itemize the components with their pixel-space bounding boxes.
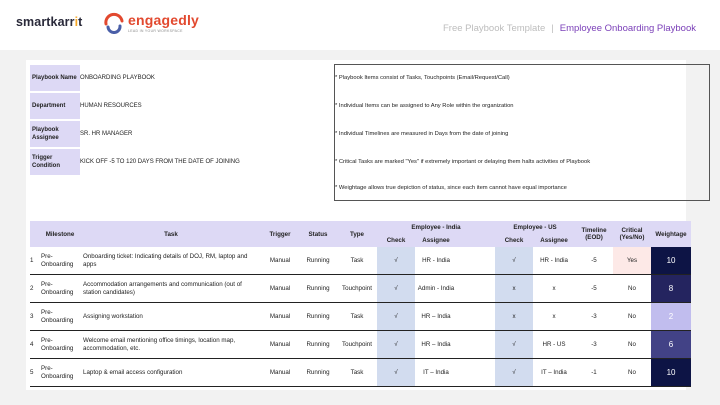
milestone-header: Milestone (39, 221, 81, 247)
task-cell: Welcome email mentioning office timings, location map, accommodation, etc. (81, 331, 261, 359)
table-row[interactable] (30, 359, 691, 387)
table-row[interactable] (30, 331, 691, 359)
india-assignee-cell: IT – India (415, 359, 457, 387)
page-title (443, 23, 696, 34)
us-check-cell: √ (495, 331, 533, 359)
trigger-cell: Manual (261, 247, 299, 275)
weightage-header: Weightage (651, 221, 691, 247)
status-cell: Running (299, 331, 337, 359)
critical-cell: No (613, 275, 651, 303)
smartkarrot-logo[interactable]: smartkarrit (16, 15, 83, 29)
weightage-cell: 8 (651, 275, 691, 303)
trigger-cell: Manual (261, 359, 299, 387)
milestone-cell: Pre-Onboarding (39, 359, 81, 387)
status-cell: Running (299, 275, 337, 303)
header (0, 0, 720, 50)
us-assignee-cell: x (533, 303, 575, 331)
playbook-content (26, 60, 686, 390)
row-number: 3 (30, 303, 39, 331)
table-row[interactable] (30, 303, 691, 331)
india-check-cell: √ (377, 359, 415, 387)
info-value: ONBOARDING PLAYBOOK (80, 75, 155, 81)
type-header: Type (337, 221, 377, 247)
type-cell: Touchpoint (337, 275, 377, 303)
critical-cell: Yes (613, 247, 651, 275)
us-assignee-cell: HR - US (533, 331, 575, 359)
status-cell: Running (299, 303, 337, 331)
type-cell: Touchpoint (337, 331, 377, 359)
weightage-cell: 10 (651, 247, 691, 275)
status-cell: Running (299, 359, 337, 387)
milestone-cell: Pre-Onboarding (39, 275, 81, 303)
note-item: * Critical Tasks are marked "Yes" if extremely important or delaying them halts activities of Playbook (335, 159, 591, 165)
critical-header: Critical (Yes/No) (613, 221, 651, 247)
info-label: Playbook Assignee (30, 121, 80, 147)
info-label: Playbook Name (30, 65, 80, 91)
row-number: 4 (30, 331, 39, 359)
row-number: 5 (30, 359, 39, 387)
critical-cell: No (613, 359, 651, 387)
us-check-header: Check (495, 234, 533, 247)
weightage-cell: 6 (651, 331, 691, 359)
task-cell: Accommodation arrangements and communication (out of station candidates) (81, 275, 261, 303)
template-label: Free Playbook Template (442, 23, 546, 34)
timeline-header: Timeline (EOD) (575, 221, 613, 247)
us-check-cell: √ (495, 359, 533, 387)
task-cell: Assigning workstation (81, 303, 261, 331)
row-number: 2 (30, 275, 39, 303)
milestone-cell: Pre-Onboarding (39, 331, 81, 359)
india-check-cell: √ (377, 331, 415, 359)
critical-cell: No (613, 303, 651, 331)
status-header: Status (299, 221, 337, 247)
title-separator: | (551, 23, 554, 34)
info-row-assignee (30, 121, 330, 147)
gap-cell (457, 303, 495, 331)
info-value: SR. HR MANAGER (80, 131, 133, 137)
employee-india-header: Employee - India (377, 221, 495, 234)
us-check-cell: √ (495, 247, 533, 275)
us-assignee-cell: x (533, 275, 575, 303)
timeline-cell: -5 (575, 275, 613, 303)
type-cell: Task (337, 247, 377, 275)
gap-cell (457, 275, 495, 303)
table-row[interactable] (30, 247, 691, 275)
note-item: * Individual Items can be assigned to Any Role within the organization (335, 103, 514, 109)
type-cell: Task (337, 359, 377, 387)
gap-cell (457, 247, 495, 275)
info-row-name (30, 65, 330, 91)
critical-cell: No (613, 331, 651, 359)
timeline-cell: -3 (575, 303, 613, 331)
employee-us-header: Employee - US (495, 221, 575, 234)
table-row[interactable] (30, 275, 691, 303)
type-cell: Task (337, 303, 377, 331)
engagedly-name: engagedly (128, 12, 200, 28)
info-row-department (30, 93, 330, 119)
gap-cell (457, 359, 495, 387)
trigger-cell: Manual (261, 303, 299, 331)
milestone-cell: Pre-Onboarding (39, 303, 81, 331)
timeline-cell: -3 (575, 331, 613, 359)
india-check-cell: √ (377, 247, 415, 275)
trigger-header: Trigger (261, 221, 299, 247)
trigger-cell: Manual (261, 275, 299, 303)
us-assignee-cell: HR - India (533, 247, 575, 275)
info-label: Trigger Condition (30, 149, 80, 175)
playbook-table (30, 221, 691, 387)
india-gap-header (457, 234, 495, 247)
playbook-title: Employee Onboarding Playbook (559, 23, 696, 34)
weightage-cell: 10 (651, 359, 691, 387)
us-check-cell: x (495, 303, 533, 331)
engagedly-icon (102, 12, 126, 34)
task-cell: Onboarding ticket: Indicating details of DOJ, RM, laptop and apps (81, 247, 261, 275)
india-check-header: Check (377, 234, 415, 247)
india-assignee-cell: HR – India (415, 331, 457, 359)
num-header (30, 221, 39, 247)
engagedly-tagline: LEAD IN YOUR WORKSPACE (128, 29, 183, 33)
india-check-cell: √ (377, 275, 415, 303)
info-value: HUMAN RESOURCES (80, 103, 142, 109)
note-item: * Weightage allows true depiction of status, since each item cannot have equal importance (335, 185, 567, 191)
info-value: KICK OFF -5 TO 120 DAYS FROM THE DATE OF JOINING (80, 159, 240, 165)
trigger-cell: Manual (261, 331, 299, 359)
row-number: 1 (30, 247, 39, 275)
india-assignee-cell: HR - India (415, 247, 457, 275)
info-label: Department (30, 93, 80, 119)
us-check-cell: x (495, 275, 533, 303)
us-assignee-cell: IT – India (533, 359, 575, 387)
task-cell: Laptop & email access configuration (81, 359, 261, 387)
india-assignee-cell: Admin - India (415, 275, 457, 303)
timeline-cell: -5 (575, 247, 613, 275)
status-cell: Running (299, 247, 337, 275)
info-row-trigger (30, 149, 330, 175)
india-check-cell: √ (377, 303, 415, 331)
india-assignee-header: Assignee (415, 234, 457, 247)
timeline-cell: -1 (575, 359, 613, 387)
note-item: * Individual Timelines are measured in Days from the date of joining (335, 131, 509, 137)
milestone-cell: Pre-Onboarding (39, 247, 81, 275)
gap-cell (457, 331, 495, 359)
notes-box (334, 64, 710, 201)
india-assignee-cell: HR – India (415, 303, 457, 331)
note-item: * Playbook Items consist of Tasks, Touchpoints (Email/Request/Call) (335, 75, 510, 81)
us-assignee-header: Assignee (533, 234, 575, 247)
weightage-cell: 2 (651, 303, 691, 331)
task-header: Task (81, 221, 261, 247)
